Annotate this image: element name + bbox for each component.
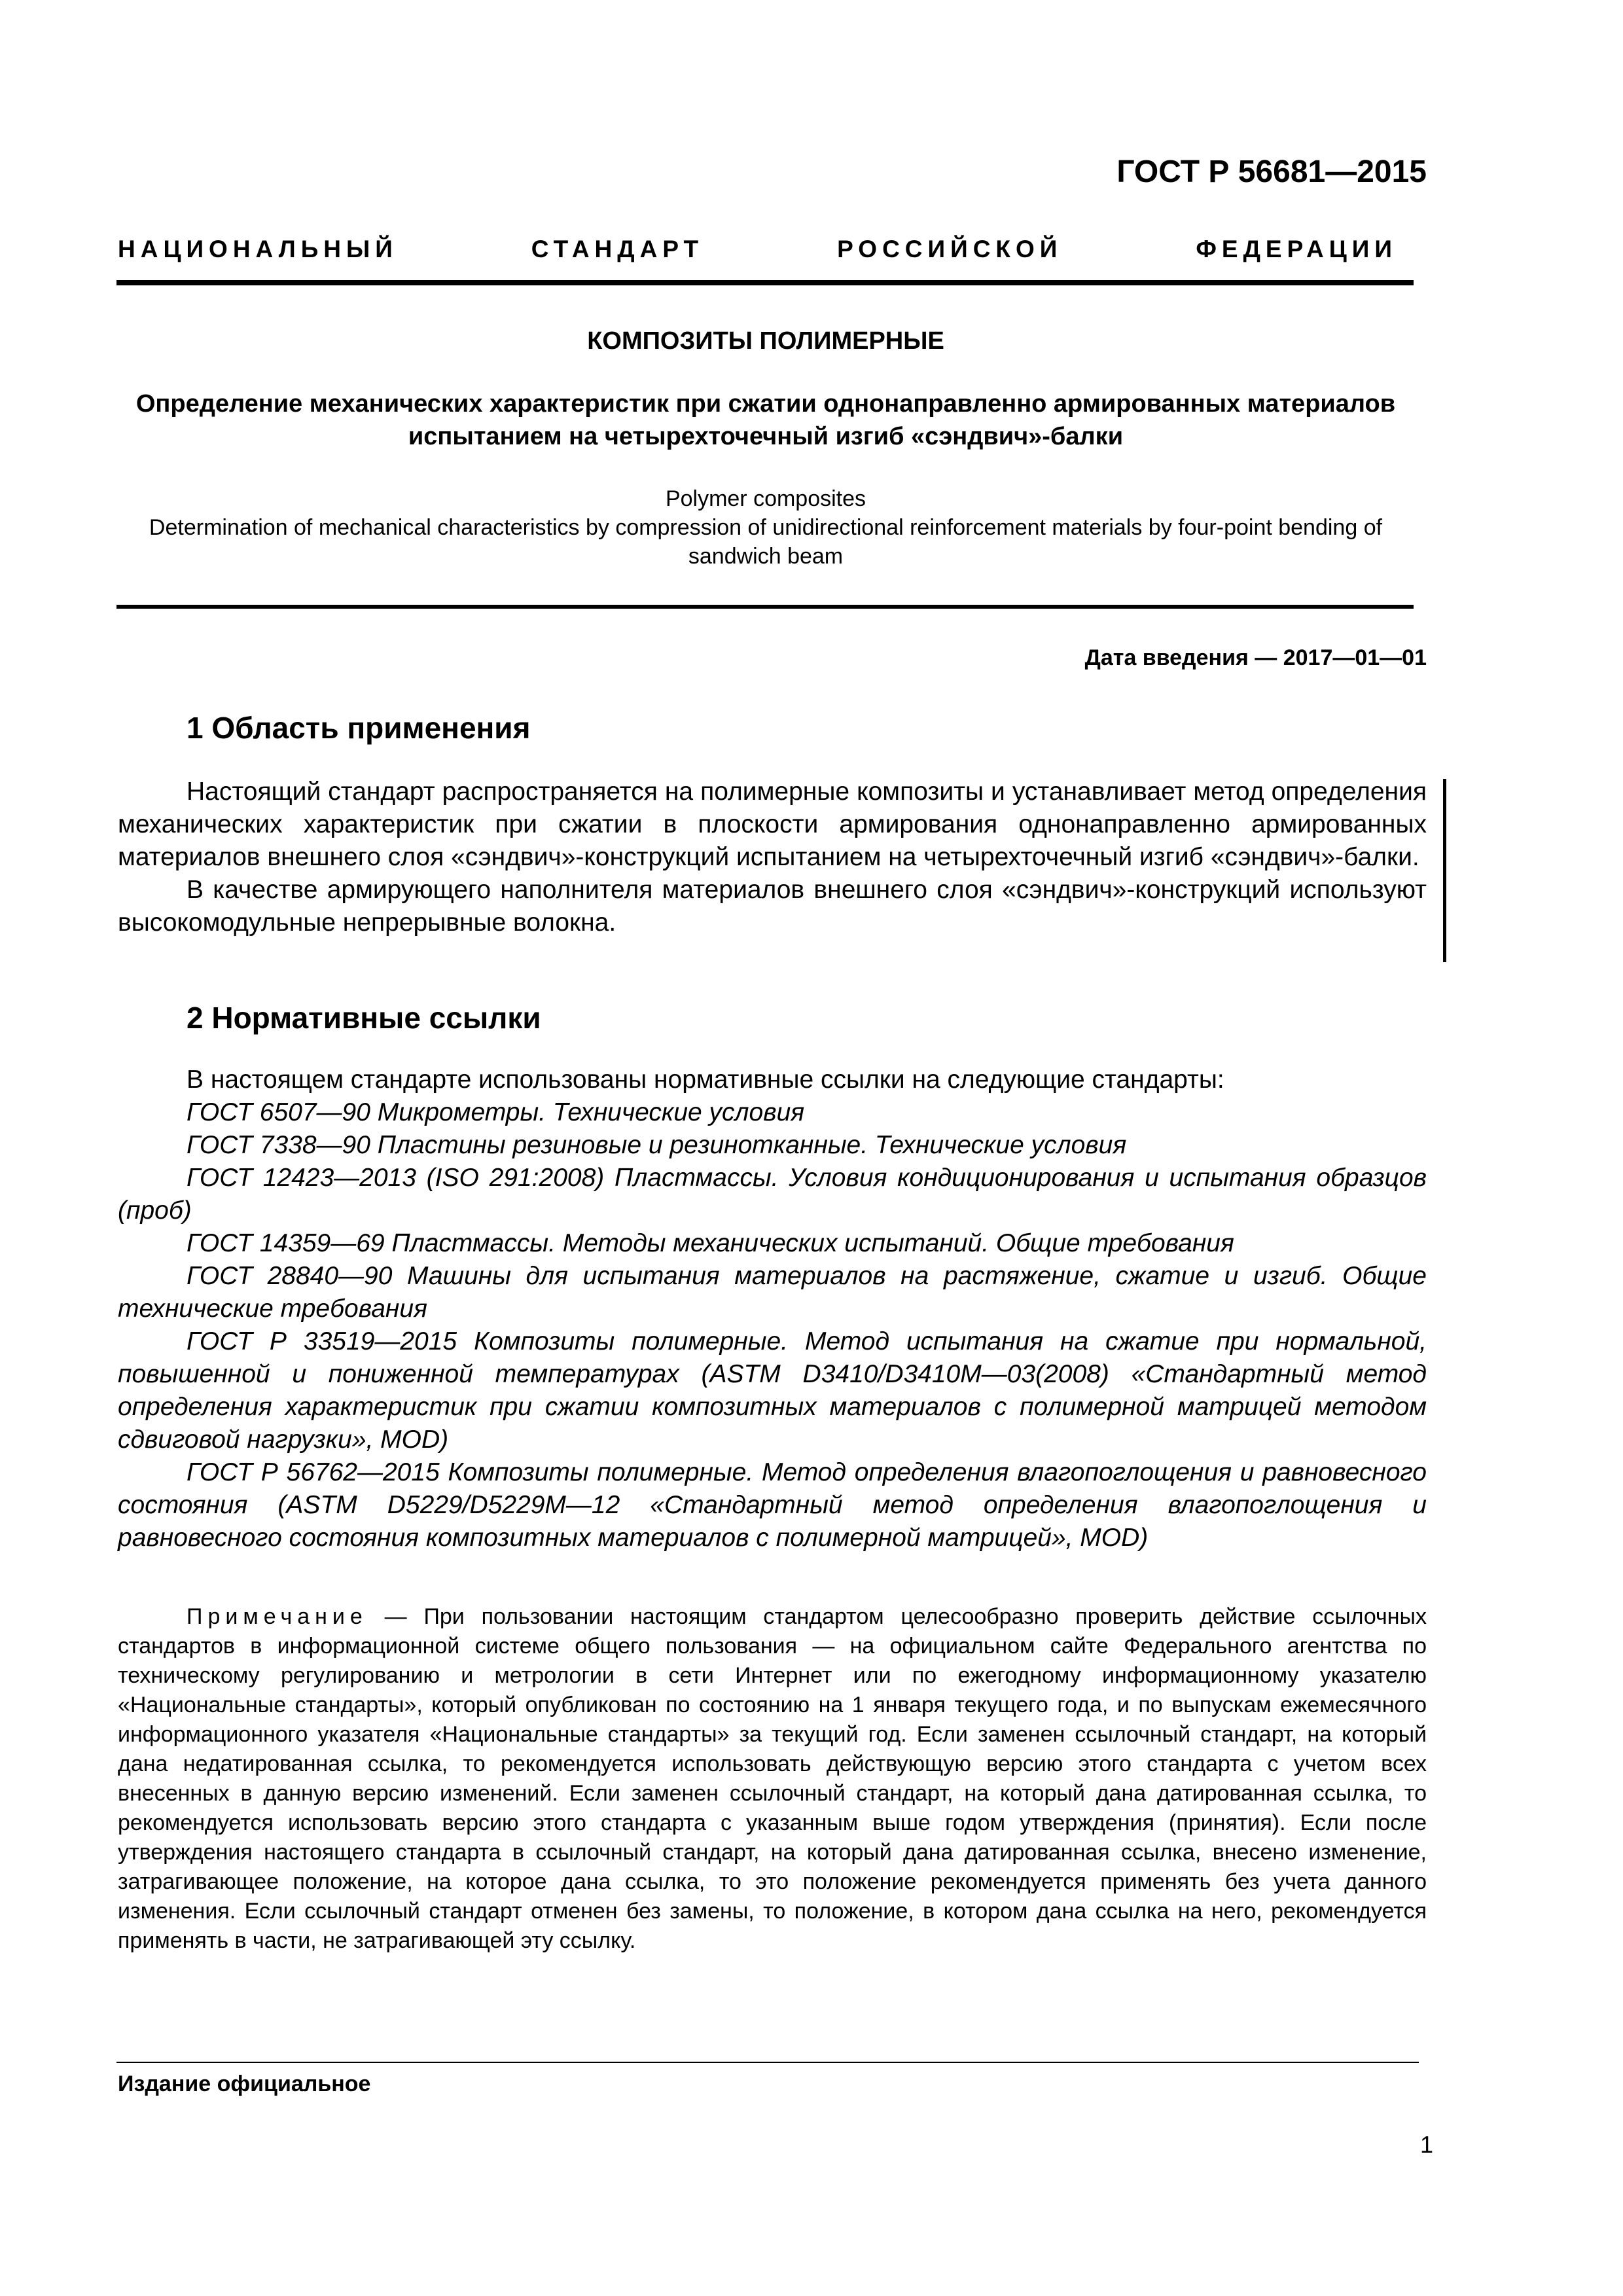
english-title — [111, 484, 1420, 571]
change-bar — [1443, 779, 1446, 962]
title-divider — [116, 605, 1414, 609]
edition-label: Издание официальное — [118, 2072, 371, 2096]
date-introduced: Дата введения — 2017—01—01 — [1084, 645, 1427, 670]
document-title: КОМПОЗИТЫ ПОЛИМЕРНЫЕ — [587, 327, 944, 355]
reference-item: ГОСТ 14359—69 Пластмассы. Методы механических испытаний. Общие требования — [187, 1229, 1234, 1257]
paragraph: Настоящий стандарт распространяется на полимерные композиты и устанавливает метод определения механических характеристик при сжатии в плоскости армирования однонаправленно армированных материалов внешнего слоя «сэндвич»-конструкций испытанием на четырехточечный изгиб «сэндвич»-балки. — [118, 778, 1427, 871]
section-heading-references: 2 Нормативные ссылки — [187, 1001, 541, 1035]
section-scope-body — [118, 776, 1427, 939]
note-label: Примечание — [187, 1604, 368, 1629]
reference-item: ГОСТ Р 56762—2015 Композиты полимерные. Метод определения влагопоглощения и равновесного состояния (ASTM D5229/D5229M—12 «Стандартный метод определения влагопоглощения и равновесного состояния композитных материалов с полимерной матрицей», MOD) — [118, 1458, 1427, 1552]
section-heading-scope: 1 Область применения — [187, 711, 531, 745]
banner-word: РОССИЙСКОЙ — [837, 236, 1063, 262]
english-title-line2: Determination of mechanical characteristics by compression of unidirectional reinforcement materials by four-point bending of sandwich beam — [149, 515, 1383, 569]
note-block — [118, 1602, 1427, 1956]
english-title-line1: Polymer composites — [665, 486, 866, 511]
note-text: — При пользовании настоящим стандартом целесообразно проверить действие ссылочных стандартов в информационной системе общего пользования — на официальном сайте Федерального агентства по техническому регулированию и метрологии в сети Интернет или по ежегодному информационному указателю «Национальные стандарты», который опубликован по состоянию на 1 января текущего года, и по выпускам ежемесячного информационного указателя «Национальные стандарты» за текущий год. Если заменен ссылочный стандарт, на который дана недатированная ссылка, то рекомендуется использовать действующую версию этого стандарта с учетом всех внесенных в данную версию изменений. Если заменен ссылочный стандарт, на который дана датированная ссылка, то рекомендуется использовать версию этого стандарта с указанным выше годом утверждения (принятия). Если после утверждения настоящего стандарта в ссылочный стандарт, на который дана датированная ссылка, внесено изменение, затрагивающее положение, на которое дана ссылка, то это положение рекомендуется применять без учета данного изменения. Если ссылочный стандарт отменен без замены, то положение, в котором дана ссылка на него, рекомендуется применять в части, не затрагивающей эту ссылку. — [118, 1604, 1427, 1953]
section-references-body — [118, 1064, 1427, 1554]
document-subtitle: Определение механических характеристик при сжатии однонаправленно армированных материалов испытанием на четырехточечный изгиб «сэндвич»-балки — [135, 390, 1396, 450]
page-number: 1 — [1419, 2131, 1433, 2158]
reference-item: ГОСТ Р 33519—2015 Композиты полимерные. Метод испытания на сжатие при нормальной, повышенной и пониженной температурах (ASTM D3410/D3410M—03(2008) «Стандартный метод определения характеристик при сжатии композитных материалов с полимерной матрицей методом сдвиговой нагрузки», MOD) — [118, 1327, 1427, 1454]
header-divider — [116, 280, 1414, 285]
banner-word: СТАНДАРТ — [531, 236, 704, 262]
reference-item: ГОСТ 6507—90 Микрометры. Технические условия — [187, 1098, 805, 1126]
gost-number: ГОСТ Р 56681—2015 — [1116, 154, 1427, 189]
reference-item: ГОСТ 7338—90 Пластины резиновые и резинотканные. Технические условия — [187, 1131, 1127, 1159]
paragraph: В качестве армирующего наполнителя материалов внешнего слоя «сэндвич»-конструкций используют высокомодульные непрерывные волокна. — [118, 876, 1427, 937]
references-intro: В настоящем стандарте использованы нормативные ссылки на следующие стандарты: — [187, 1066, 1224, 1094]
reference-item: ГОСТ 28840—90 Машины для испытания материалов на растяжение, сжатие и изгиб. Общие технические требования — [118, 1262, 1427, 1323]
footer-divider — [116, 2062, 1419, 2063]
banner-word: НАЦИОНАЛЬНЫЙ — [118, 236, 398, 262]
national-standard-banner — [118, 236, 1397, 263]
banner-word: ФЕДЕРАЦИИ — [1196, 236, 1397, 262]
reference-item: ГОСТ 12423—2013 (ISO 291:2008) Пластмассы. Условия кондиционирования и испытания образцов (проб) — [118, 1164, 1427, 1225]
